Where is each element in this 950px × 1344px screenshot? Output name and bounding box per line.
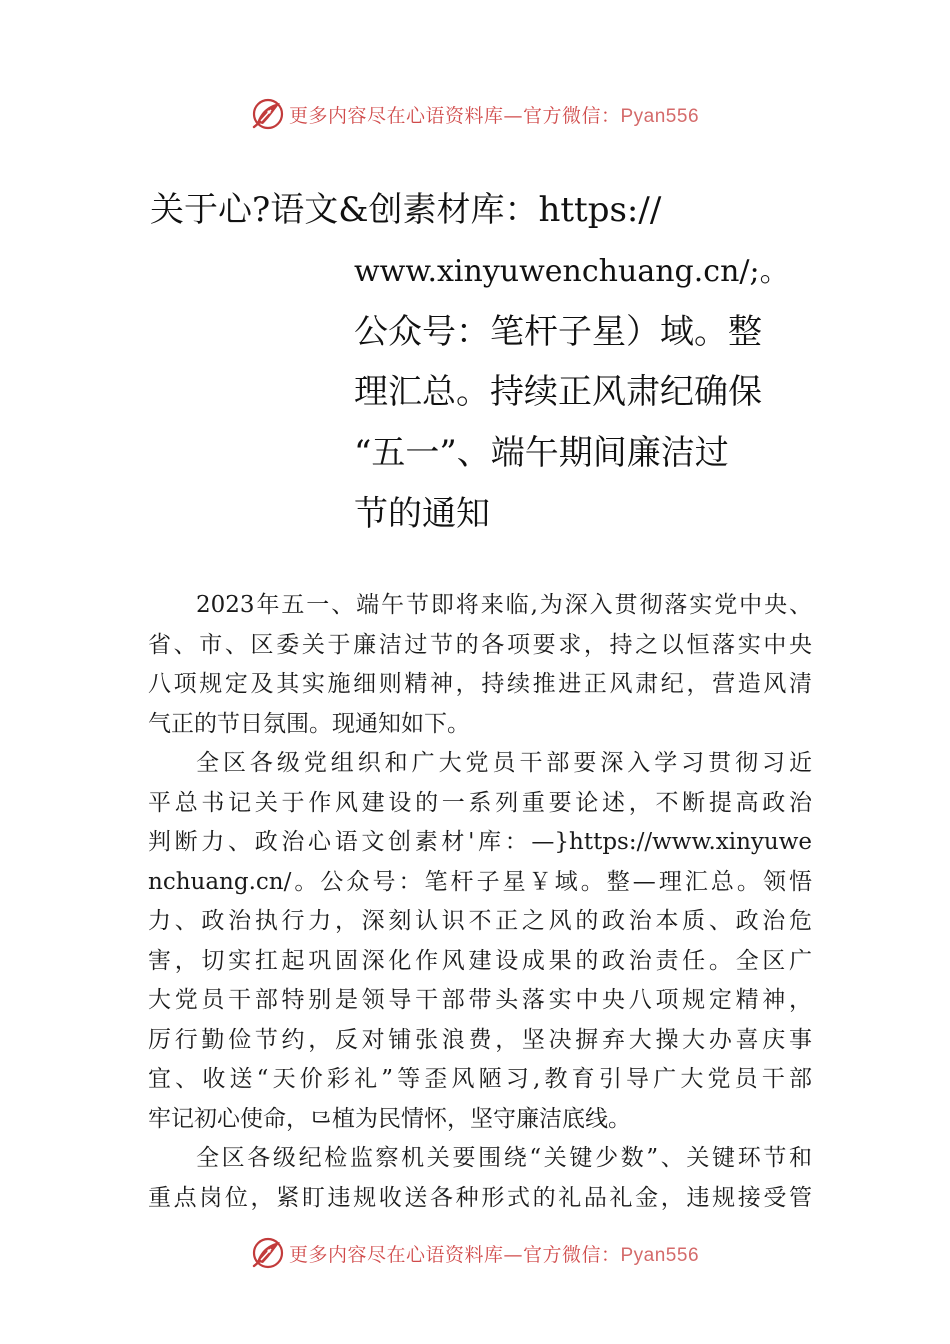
footer-banner — [0, 1235, 950, 1271]
paragraph-line: 全区各级党组织和广大党员干部要深入学习贯彻习近 — [196, 750, 812, 776]
paragraph-line: 害，切实扛起巩固深化作风建设成果的政治责任。全区广 — [148, 947, 812, 974]
document-body — [148, 586, 812, 1218]
paragraph-line: 力、政治执行力，深刻认识不正之风的政治本质、政治危 — [148, 908, 812, 934]
paragraph-line: 大党员干部特别是领导干部带头落实中央八项规定精神， — [148, 987, 812, 1013]
paragraph-line: 平总书记关于作风建设的一系列重要论述，不断提高政治 — [148, 789, 812, 816]
paragraph-line: 宜、收送“天价彩礼”等歪风陋习,教育引导广大党员干部 — [148, 1066, 812, 1092]
banner-text: 更多内容尽在心语资料库—官方微信：Pyan556 — [288, 1243, 700, 1266]
title-line: 公众号：笔杆子星）域。整 — [354, 312, 762, 352]
paragraph-line: 厉行勤俭节约，反对铺张浪费，坚决摒弃大操大办喜庆事 — [148, 1026, 812, 1053]
title-line: 理汇总。持续正风肃纪确保 — [354, 372, 762, 412]
title-line: “五一”、端午期间廉洁过 — [354, 433, 729, 473]
title-line: 节的通知 — [354, 494, 490, 534]
pen-nib-seal-icon — [251, 97, 285, 131]
header-banner — [0, 96, 950, 132]
paragraph-line: 气正的节日氛围。现通知如下。 — [148, 710, 470, 737]
title-line: 关于心?语文&创素材库：https:// — [150, 190, 662, 230]
paragraph-line: 2023年五一、端午节即将来临,为深入贯彻落实党中央、 — [196, 592, 812, 618]
paragraph-line: 重点岗位，紧盯违规收送各种形式的礼品礼金，违规接受管 — [148, 1184, 812, 1211]
paragraph-line: 省、市、区委关于廉洁过节的各项要求，持之以恒落实中央 — [148, 631, 812, 658]
banner-text: 更多内容尽在心语资料库—官方微信：Pyan556 — [288, 104, 700, 127]
paragraph-line: 全区各级纪检监察机关要围绕“关键少数”、关键环节和 — [196, 1145, 812, 1171]
paragraph-line: 牢记初心使命，⺋植为民情怀，坚守廉洁底线。 — [148, 1105, 631, 1132]
paragraph-line: 判断力、政治心语文创素材'库：—}https://www.xinyuwe — [148, 829, 812, 855]
title-line: www.xinyuwenchuang.cn/;。 — [354, 254, 790, 289]
paragraph-line: 八项规定及其实施细则精神，持续推进正风肃纪，营造风清 — [148, 671, 812, 697]
pen-nib-seal-icon — [251, 1236, 285, 1270]
paragraph-line: nchuang.cn/。公众号：笔杆子星￥域。整—理汇总。领悟 — [148, 868, 812, 895]
